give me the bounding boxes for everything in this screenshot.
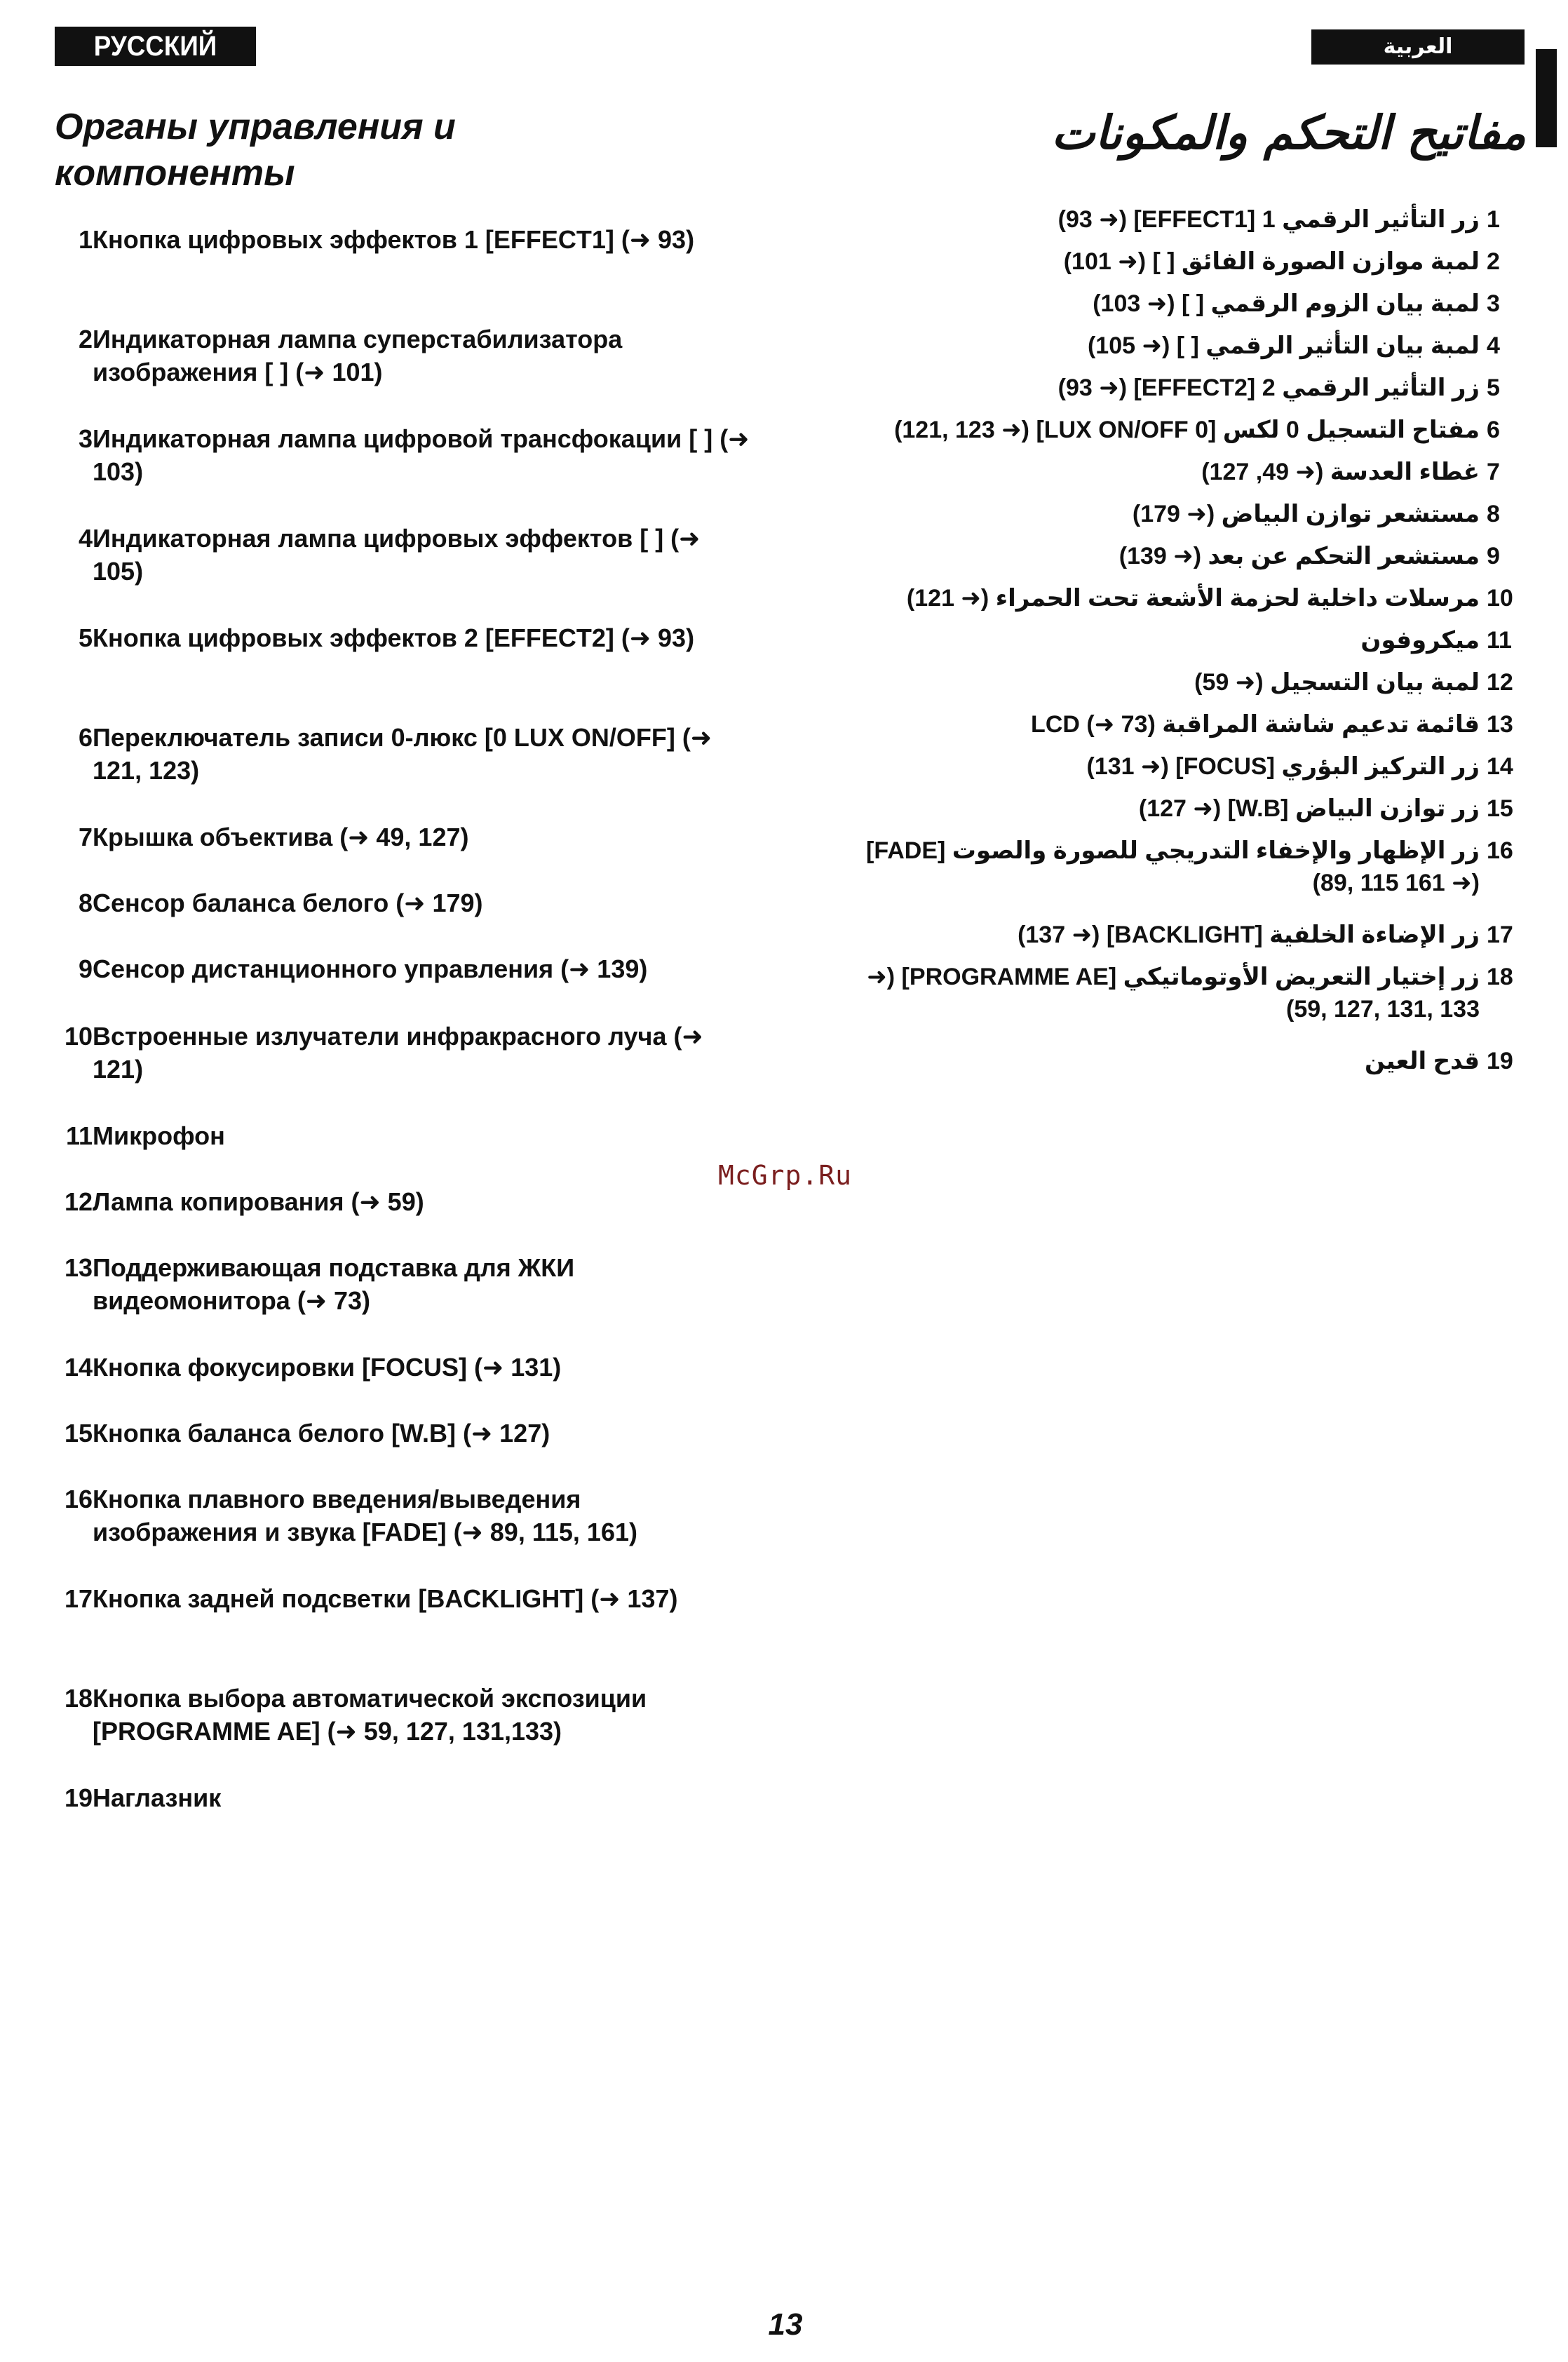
list-item: 19 Наглазник bbox=[64, 1783, 222, 1812]
list-item: 2 Индикаторная лампа суперстабилизатора изображения [ ] (➜ 101) bbox=[78, 325, 623, 386]
watermark: McGrp.Ru bbox=[718, 1160, 853, 1191]
list-item: 14 Кнопка фокусировки [FOCUS] (➜ 131) bbox=[64, 1353, 562, 1382]
list-item: 7 Крышка объектива (➜ 49, 127) bbox=[78, 823, 469, 851]
list-item: 11 Микрофон bbox=[65, 1121, 225, 1150]
list-item: 10 Встроенные излучатели инфракрасного луча (➜ 121) bbox=[64, 1022, 703, 1084]
list-item: 3 Индикаторная лампа цифровой трансфокации [ ] (➜ 103) bbox=[78, 424, 750, 486]
list-item: 12 Лампа копирования (➜ 59) bbox=[64, 1187, 424, 1216]
list-item: 18 Кнопка выбора автоматической экспозиции [PROGRAMME AE] (➜ 59, 127, 131,133) bbox=[64, 1684, 647, 1746]
language-tag-russian: РУССКИЙ ЯЗЫК bbox=[55, 27, 256, 66]
list-item: 6 Переключатель записи 0-люкс [0 LUX ON/OFF] (➜ 121, 123) bbox=[78, 723, 712, 785]
list-item: 5 Кнопка цифровых эффектов 2 [EFFECT2] (➜ 93) bbox=[78, 623, 695, 652]
list-item: 13 Поддерживающая подставка для ЖКИ видеомонитора (➜ 73) bbox=[64, 1253, 575, 1315]
list-item: 15 Кнопка баланса белого [W.B] (➜ 127) bbox=[64, 1419, 550, 1447]
side-marker-bar bbox=[1536, 49, 1557, 147]
list-item: 17 Кнопка задней подсветки [BACKLIGHT] (➜ 137) bbox=[64, 1584, 678, 1613]
list-item: 4 Индикаторная лампа цифровых эффектов [ ] (➜ 105) bbox=[78, 524, 701, 586]
page-number: 13 bbox=[768, 2307, 803, 2342]
list-item: 9 Сенсор дистанционного управления (➜ 139) bbox=[78, 954, 648, 983]
list-item: 16 Кнопка плавного введения/выведения изображения и звука [FADE] (➜ 89, 115, 161) bbox=[64, 1485, 637, 1546]
list-item: 1 Кнопка цифровых эффектов 1 [EFFECT1] (➜ 93) bbox=[78, 225, 695, 254]
list-item: 8 Сенсор баланса белого (➜ 179) bbox=[78, 889, 483, 917]
page-title-arabic: مفاتيح التحكم والمكونات bbox=[1051, 106, 1526, 160]
page-title-russian: Органы управления и компоненты bbox=[55, 107, 456, 194]
language-tag-arabic: العربية bbox=[1311, 29, 1525, 65]
